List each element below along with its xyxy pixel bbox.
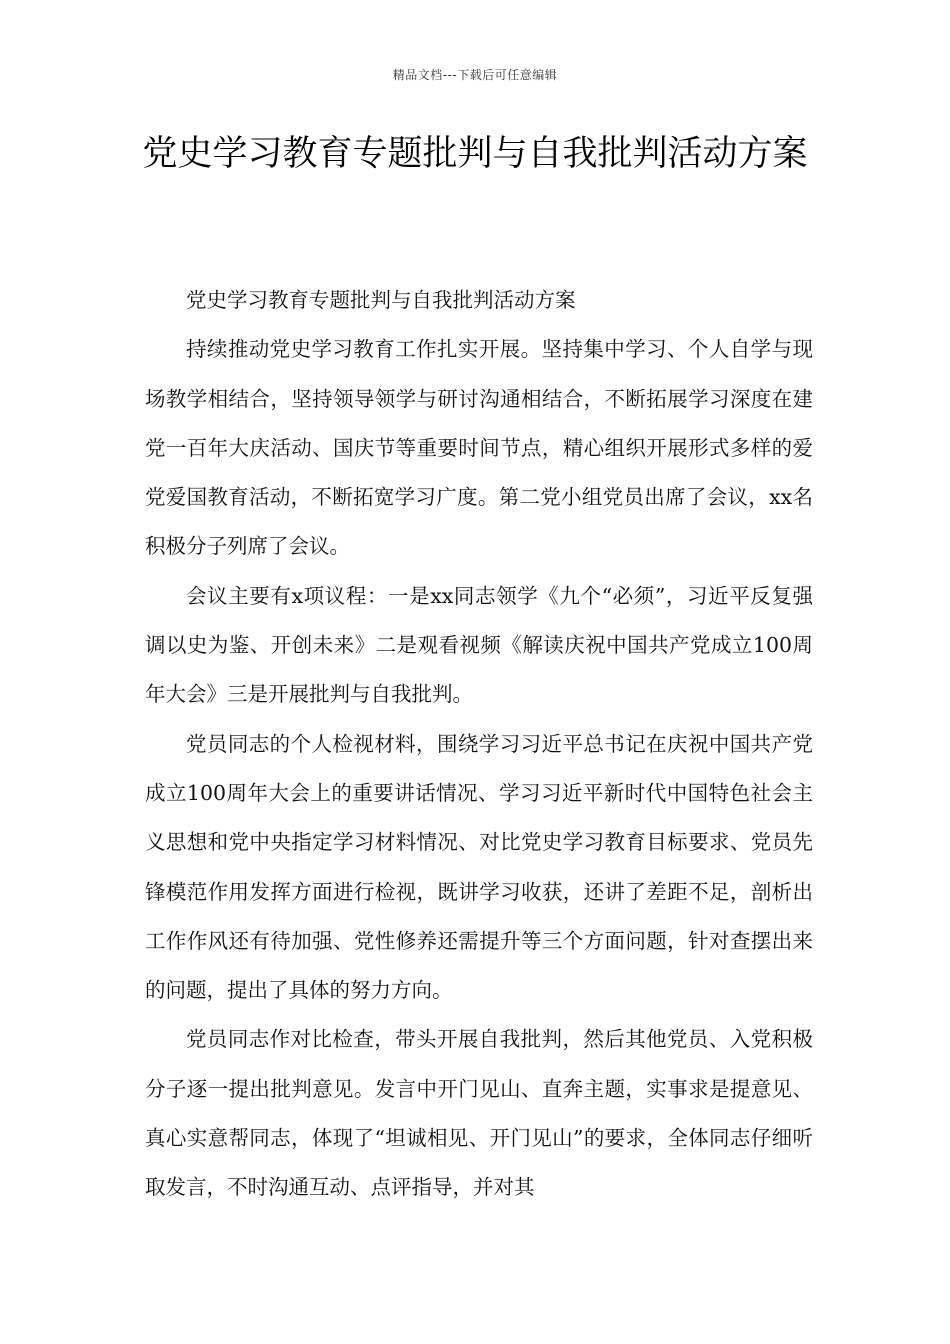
paragraph: 持续推动党史学习教育工作扎实开展。坚持集中学习、个人自学与现场教学相结合，坚持领导领学与研讨沟通相结合，不断拓展学习深度在建党一百年大庆活动、国庆节等重要时间节点，精心组织开展形式多样的爱党爱国教育活动，不断拓宽学习广度。第二党小组党员出席了会议，xx名积极分子列席了会议。 [145,337,813,559]
header-note: 精品文档---下载后可任意编辑 [392,68,558,82]
document-body [145,276,813,1213]
paragraph: 党员同志作对比检查，带头开展自我批判，然后其他党员、入党积极分子逐一提出批判意见。发言中开门见山、直奔主题，实事求是提意见、真心实意帮同志，体现了“坦诚相见、开门见山”的要求，全体同志仔细听取发言，不时沟通互动、点评指导，并对其 [145,1027,813,1200]
paragraph-subtitle: 党史学习教育专题批判与自我批判活动方案 [186,288,576,312]
paragraph: 会议主要有x项议程：一是xx同志领学《九个“必须”，习近平反复强调以史为鉴、开创未来》二是观看视频《解读庆祝中国共产党成立100周年大会》三是开展批判与自我批判。 [145,583,813,707]
document-title: 党史学习教育专题批判与自我批判活动方案 [142,134,808,174]
paragraph: 党员同志的个人检视材料，围绕学习习近平总书记在庆祝中国共产党成立100周年大会上的重要讲话情况、学习习近平新时代中国特色社会主义思想和党中央指定学习材料情况、对比党史学习教育目标要求、党员先锋模范作用发挥方面进行检视，既讲学习收获，还讲了差距不足，剖析出工作作风还有待加强、党性修养还需提升等三个方面问题，针对查摆出来的问题，提出了具体的努力方向。 [145,731,813,1003]
